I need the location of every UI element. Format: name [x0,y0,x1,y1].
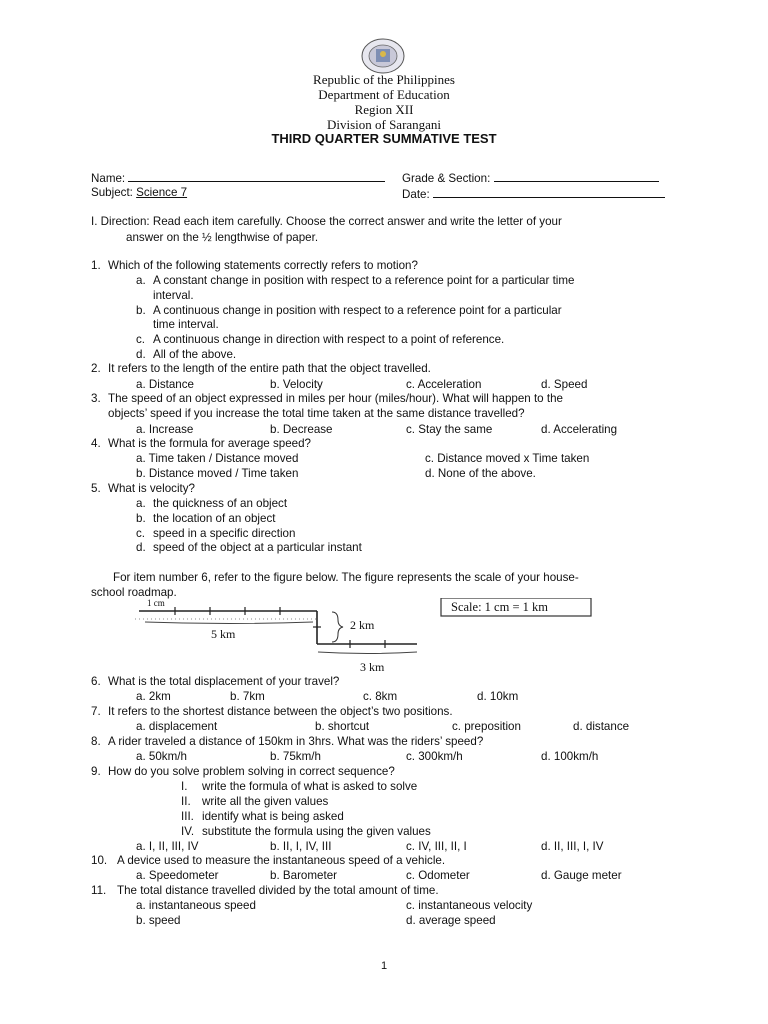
name-label: Name: [91,172,126,185]
header-republic: Republic of the Philippines [313,72,455,87]
figure-intro-line2: school roadmap. [91,586,177,599]
grade-field [402,170,659,185]
q10-option-d: d. Gauge meter [541,869,622,882]
header-region: Region XII [354,102,414,117]
subject-label: Subject: [91,186,133,199]
question-6-number: 6. [91,675,101,688]
q9-option-a: a. I, II, III, IV [136,840,199,853]
q5-letter-c: c. [136,527,146,540]
date-blank[interactable] [433,186,665,198]
question-1-text: Which of the following statements correctly refers to motion? [108,259,418,272]
q1-option-c: A continuous change in direction with respect to a point of reference. [153,333,505,346]
q9-option-d: d. II, III, I, IV [541,840,604,853]
question-3-number: 3. [91,392,101,405]
subject-value: Science 7 [136,186,188,199]
q8-option-d: d. 100km/h [541,750,599,763]
test-title: THIRD QUARTER SUMMATIVE TEST [271,131,497,146]
q3-option-b: b. Decrease [270,423,333,436]
q9-step-2: write all the given values [202,795,329,808]
q1-letter-d: d. [136,348,146,361]
q4-option-d: d. None of the above. [425,467,536,480]
question-8-text: A rider traveled a distance of 150km in 3hrs. What was the riders’ speed? [108,735,484,748]
q3-option-a: a. Increase [136,423,194,436]
q8-option-c: c. 300km/h [406,750,463,763]
q7-option-d: d. distance [573,720,630,733]
header-department: Department of Education [318,87,450,102]
question-10-number: 10. [91,854,108,867]
q5-option-b: the location of an object [153,512,276,525]
q1-option-a-line2: interval. [153,289,194,302]
label-3km: 3 km [360,660,385,674]
q1-option-b-line2: time interval. [153,318,219,331]
q6-option-d: d. 10km [477,690,519,703]
subject-field [91,186,187,199]
q9-option-c: c. IV, III, II, I [406,840,467,853]
q2-option-b: b. Velocity [270,378,323,391]
q8-option-b: b. 75km/h [270,750,321,763]
q6-option-a: a. 2km [136,690,171,703]
question-2-number: 2. [91,362,101,375]
q9-option-b: b. II, I, IV, III [270,840,332,853]
q7-option-b: b. shortcut [315,720,370,733]
question-7-text: It refers to the shortest distance between the object’s two positions. [108,705,453,718]
question-11-text: The total distance travelled divided by the total amount of time. [117,884,439,897]
direction-line-2: answer on the ½ lengthwise of paper. [126,231,319,244]
q2-option-a: a. Distance [136,378,194,391]
q4-option-b: b. Distance moved / Time taken [136,467,299,480]
question-4-number: 4. [91,437,101,450]
q9-roman-4: IV. [181,825,195,838]
q6-option-b: b. 7km [230,690,265,703]
grade-label: Grade & Section: [402,172,491,185]
q1-option-a-line1: A constant change in position with respect to a reference point for a particular time [153,274,575,287]
q9-step-3: identify what is being asked [202,810,344,823]
date-field [402,186,665,201]
q5-option-d: speed of the object at a particular instant [153,541,362,554]
question-1-number: 1. [91,259,101,272]
q1-option-b-line1: A continuous change in position with respect to a reference point for a particular [153,304,562,317]
q10-option-a: a. Speedometer [136,869,219,882]
q9-roman-2: II. [181,795,191,808]
question-5-number: 5. [91,482,101,495]
page-number: 1 [380,960,388,972]
q9-roman-1: I. [181,780,188,793]
question-3-text: The speed of an object expressed in miles per hour (miles/hour). What will happen to the [108,392,563,405]
question-5-text: What is velocity? [108,482,195,495]
q5-option-a: the quickness of an object [153,497,288,510]
label-5km: 5 km [211,627,236,641]
q7-option-c: c. preposition [452,720,521,733]
q1-letter-c: c. [136,333,146,346]
q4-option-c: c. Distance moved x Time taken [425,452,590,465]
q6-option-c: c. 8km [363,690,398,703]
name-field [91,170,385,185]
q9-step-1: write the formula of what is asked to solve [202,780,418,793]
q3-option-d: d. Accelerating [541,423,618,436]
label-2km: 2 km [350,618,375,632]
q5-option-c: speed in a specific direction [153,527,296,540]
q2-option-c: c. Acceleration [406,378,482,391]
q4-option-a: a. Time taken / Distance moved [136,452,299,465]
q11-option-b: b. speed [136,914,181,927]
label-1cm: 1 cm [147,598,165,608]
question-4-text: What is the formula for average speed? [108,437,311,450]
question-11-number: 11. [91,884,107,897]
question-10-text: A device used to measure the instantaneous speed of a vehicle. [117,854,446,867]
question-3-text-line2: objects’ speed if you increase the total time taken at the same distance travelled? [108,407,525,420]
direction-line-1: I. Direction: Read each item carefully. Choose the correct answer and write the letter of your [91,215,562,228]
q2-option-d: d. Speed [541,378,588,391]
question-9-text: How do you solve problem solving in correct sequence? [108,765,395,778]
q10-option-c: c. Odometer [406,869,470,882]
question-2-text: It refers to the length of the entire path that the object travelled. [108,362,431,375]
date-label: Date: [402,188,430,201]
q11-option-a: a. instantaneous speed [136,899,256,912]
header-division: Division of Sarangani [326,117,442,132]
q7-option-a: a. displacement [136,720,218,733]
question-8-number: 8. [91,735,101,748]
q3-option-c: c. Stay the same [406,423,493,436]
q9-step-4: substitute the formula using the given values [202,825,431,838]
q9-roman-3: III. [181,810,194,823]
scale-label: Scale: 1 cm = 1 km [451,600,548,614]
question-7-number: 7. [91,705,101,718]
name-blank[interactable] [128,170,385,182]
q11-option-c: c. instantaneous velocity [406,899,533,912]
q1-option-d: All of the above. [153,348,237,361]
grade-blank[interactable] [494,170,659,182]
q1-letter-b: b. [136,304,146,317]
q10-option-b: b. Barometer [270,869,338,882]
q8-option-a: a. 50km/h [136,750,187,763]
q5-letter-b: b. [136,512,146,525]
figure-intro-line1: For item number 6, refer to the figure below. The figure represents the scale of your house- [113,571,579,584]
question-6-text: What is the total displacement of your travel? [108,675,340,688]
q5-letter-d: d. [136,541,146,554]
question-9-number: 9. [91,765,101,778]
q5-letter-a: a. [136,497,146,510]
q11-option-d: d. average speed [406,914,496,927]
q1-letter-a: a. [136,274,146,287]
